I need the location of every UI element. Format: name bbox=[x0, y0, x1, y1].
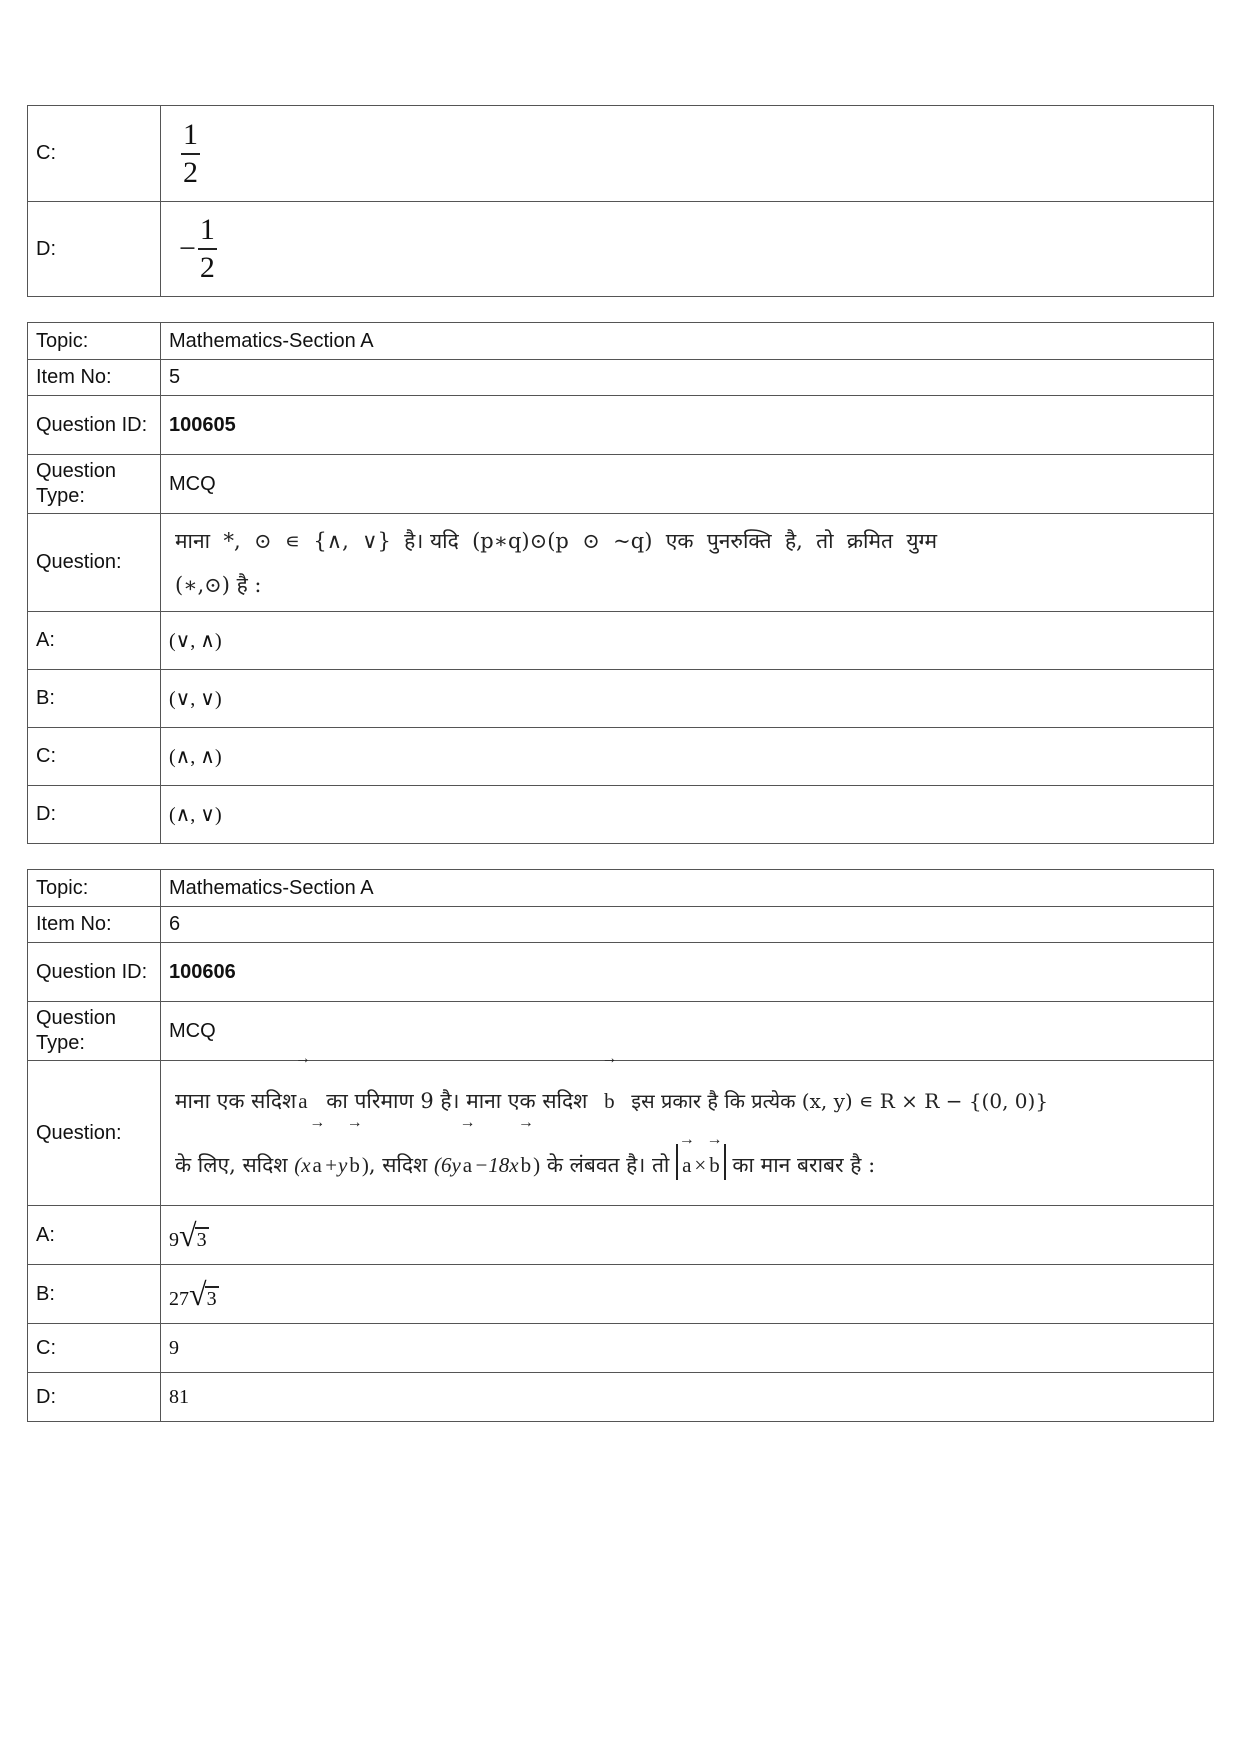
topic-value: Mathematics-Section A bbox=[161, 323, 1214, 360]
topic-label: Topic: bbox=[28, 323, 161, 360]
table-row bbox=[28, 360, 1214, 396]
vector-a: → a bbox=[298, 1069, 307, 1133]
table-row bbox=[28, 514, 1214, 612]
coefficient: 9 bbox=[169, 1228, 179, 1251]
denominator: 2 bbox=[183, 155, 198, 189]
expr-part: (6y bbox=[433, 1153, 461, 1177]
vector-b: → b bbox=[521, 1133, 532, 1197]
table-row bbox=[28, 670, 1214, 728]
question-line-1: माना *, ⊙ ∊ {∧, ∨} है। यदि (p∗q)⊙(p ⊙ ~q) एक पुनरुक्ति है, तो क्रमित युग्म bbox=[175, 528, 938, 553]
question-type-value: MCQ bbox=[161, 455, 1214, 514]
text-run: माना एक सदिश bbox=[175, 1089, 297, 1113]
numerator: 1 bbox=[198, 215, 217, 250]
table-row bbox=[28, 106, 1214, 202]
option-b-answer bbox=[161, 1265, 1214, 1324]
vector-a: → a bbox=[682, 1150, 691, 1180]
table-row bbox=[28, 1061, 1214, 1206]
radical-sign: √ bbox=[189, 1275, 207, 1312]
question-text bbox=[161, 1061, 1214, 1206]
table-row bbox=[28, 1324, 1214, 1373]
table-row bbox=[28, 786, 1214, 844]
item-no-value: 6 bbox=[161, 907, 1214, 943]
expr-part: ) bbox=[533, 1153, 541, 1177]
fraction bbox=[198, 215, 217, 283]
text-run: इस प्रकार है कि प्रत्येक (x, y) ∊ R × R − {(0, 0)} bbox=[631, 1089, 1049, 1113]
option-c-answer: 9 bbox=[161, 1324, 1214, 1373]
question-label: Question: bbox=[28, 1061, 161, 1206]
coefficient: 27 bbox=[169, 1287, 189, 1310]
cross-product-magnitude bbox=[676, 1144, 726, 1180]
table-row bbox=[28, 396, 1214, 455]
minus-sign: − bbox=[179, 232, 196, 265]
option-c-label: C: bbox=[28, 1324, 161, 1373]
expr-part: +y bbox=[323, 1153, 348, 1177]
text-run: के लिए, सदिश bbox=[175, 1153, 288, 1177]
numerator: 1 bbox=[181, 120, 200, 155]
question-id-value: 100606 bbox=[161, 943, 1214, 1002]
table-row bbox=[28, 728, 1214, 786]
item-no-value: 5 bbox=[161, 360, 1214, 396]
text-run: के लंबवत है। तो bbox=[546, 1153, 670, 1177]
option-b-label: B: bbox=[28, 1265, 161, 1324]
option-c-label: C: bbox=[28, 106, 161, 202]
table-row bbox=[28, 1206, 1214, 1265]
table-row bbox=[28, 907, 1214, 943]
question-line-1 bbox=[175, 1069, 1203, 1133]
question-id-value: 100605 bbox=[161, 396, 1214, 455]
question-table-item-6 bbox=[27, 869, 1214, 1422]
question-line-2 bbox=[175, 1133, 1203, 1197]
option-a-label: A: bbox=[28, 1206, 161, 1265]
table-row bbox=[28, 943, 1214, 1002]
vector-a: → a bbox=[313, 1133, 322, 1197]
topic-value: Mathematics-Section A bbox=[161, 870, 1214, 907]
question-type-value: MCQ bbox=[161, 1002, 1214, 1061]
vector-b: → b bbox=[349, 1133, 360, 1197]
question-text bbox=[161, 514, 1214, 612]
option-c-answer: (∧, ∧) bbox=[161, 728, 1214, 786]
text-run: , सदिश bbox=[368, 1153, 428, 1177]
option-c-label: C: bbox=[28, 728, 161, 786]
expr-part: −18x bbox=[474, 1153, 519, 1177]
option-d-answer: 81 bbox=[161, 1373, 1214, 1422]
vector-b: → b bbox=[709, 1150, 720, 1180]
question-table-continued bbox=[27, 105, 1214, 297]
fraction bbox=[181, 117, 200, 189]
topic-label: Topic: bbox=[28, 870, 161, 907]
expr-part: (x bbox=[294, 1153, 311, 1177]
radical-sign: √ bbox=[179, 1216, 197, 1253]
option-a-answer: (∨, ∧) bbox=[161, 612, 1214, 670]
question-line-2: (∗,⊙) है : bbox=[175, 572, 262, 597]
cross-sign: × bbox=[694, 1153, 707, 1177]
table-row bbox=[28, 612, 1214, 670]
table-row bbox=[28, 1002, 1214, 1061]
question-label: Question: bbox=[28, 514, 161, 612]
option-d-label: D: bbox=[28, 202, 161, 297]
denominator: 2 bbox=[199, 251, 215, 284]
table-row bbox=[28, 870, 1214, 907]
vector-a: → a bbox=[463, 1133, 472, 1197]
option-d-label: D: bbox=[28, 786, 161, 844]
table-row bbox=[28, 1373, 1214, 1422]
option-d-answer bbox=[161, 202, 1214, 297]
option-a-answer bbox=[161, 1206, 1214, 1265]
table-row bbox=[28, 323, 1214, 360]
option-b-answer: (∨, ∨) bbox=[161, 670, 1214, 728]
option-d-label: D: bbox=[28, 1373, 161, 1422]
question-table-item-5 bbox=[27, 322, 1214, 844]
table-row bbox=[28, 1265, 1214, 1324]
question-type-label: Question Type: bbox=[28, 455, 161, 514]
table-row bbox=[28, 202, 1214, 297]
option-d-answer: (∧, ∨) bbox=[161, 786, 1214, 844]
radicand: 3 bbox=[196, 1228, 207, 1251]
expr-part: ) bbox=[361, 1153, 369, 1177]
question-id-label: Question ID: bbox=[28, 943, 161, 1002]
text-run: का परिमाण 9 है। माना एक सदिश bbox=[326, 1089, 588, 1113]
question-type-label: Question Type: bbox=[28, 1002, 161, 1061]
vector-b: → b bbox=[604, 1069, 615, 1133]
option-a-label: A: bbox=[28, 612, 161, 670]
radicand: 3 bbox=[206, 1287, 217, 1310]
option-b-label: B: bbox=[28, 670, 161, 728]
item-no-label: Item No: bbox=[28, 907, 161, 943]
text-run: का मान बराबर है : bbox=[732, 1153, 876, 1177]
table-row bbox=[28, 455, 1214, 514]
question-id-label: Question ID: bbox=[28, 396, 161, 455]
item-no-label: Item No: bbox=[28, 360, 161, 396]
option-c-answer bbox=[161, 106, 1214, 202]
